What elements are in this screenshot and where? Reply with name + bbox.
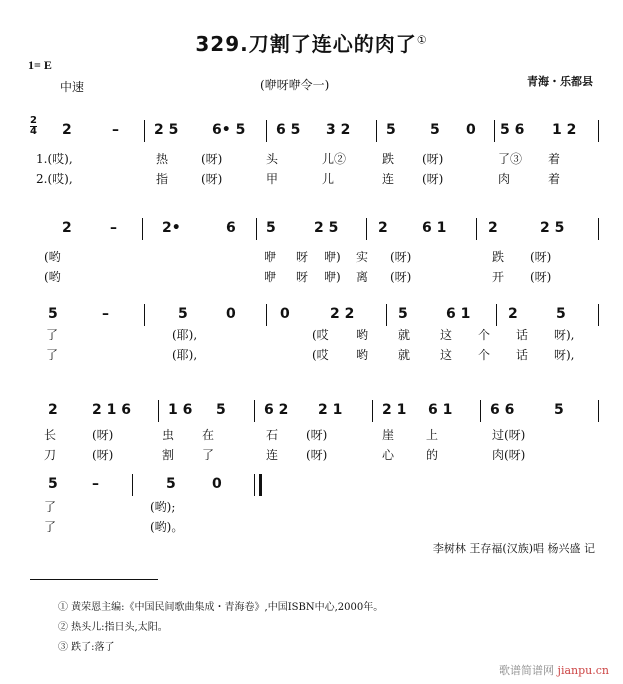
note: 2 5 xyxy=(314,220,339,236)
final-barline xyxy=(254,474,262,496)
barline xyxy=(144,304,145,326)
lyric: 热 xyxy=(156,152,169,166)
note: 5 xyxy=(166,476,176,492)
song-title xyxy=(0,28,623,57)
lyric: 这 xyxy=(440,328,453,342)
lyric: 呀 xyxy=(296,270,309,284)
note: 6 2 xyxy=(264,402,289,418)
note: 5 xyxy=(554,402,564,418)
notation-row xyxy=(26,400,604,424)
lyric: (哟)。 xyxy=(150,520,184,534)
lyric: 上 xyxy=(426,428,439,442)
barline xyxy=(496,304,497,326)
note: 1 2 xyxy=(552,122,577,138)
note: 2 xyxy=(48,402,58,418)
note: 2 5 xyxy=(540,220,565,236)
note: 0 xyxy=(212,476,222,492)
lyric: 甲 xyxy=(266,172,279,186)
watermark xyxy=(499,662,609,678)
note: 3 2 xyxy=(326,122,351,138)
note: 5 6 xyxy=(500,122,525,138)
note: 6 6 xyxy=(490,402,515,418)
note: 2 xyxy=(378,220,388,236)
barline xyxy=(266,120,267,142)
lyric: 长 xyxy=(44,428,57,442)
barline xyxy=(494,120,495,142)
barline xyxy=(142,218,143,240)
lyric: 呀), xyxy=(554,328,575,342)
lyric: (呀) xyxy=(306,428,328,442)
barline xyxy=(476,218,477,240)
lyric: (呀) xyxy=(201,172,223,186)
note: 2 xyxy=(488,220,498,236)
lyric: 哟 xyxy=(356,348,369,362)
note: 6• 5 xyxy=(212,122,246,138)
lyric: 呀), xyxy=(554,348,575,362)
note: 6 1 xyxy=(446,306,471,322)
note: – xyxy=(92,476,99,492)
lyric: (呀) xyxy=(201,152,223,166)
lyric: (耶), xyxy=(172,348,198,362)
song-subtitle: (咿呀咿令一) xyxy=(260,78,330,92)
lyric: 在 xyxy=(202,428,215,442)
barline xyxy=(372,400,373,422)
note: 0 xyxy=(226,306,236,322)
barline xyxy=(366,218,367,240)
lyric: 连 xyxy=(382,172,395,186)
footnote: ① 黄荣恩主编:《中国民间歌曲集成・青海卷》,中国ISBN中心,2000年。 xyxy=(58,602,384,613)
lyric: 咿 xyxy=(264,250,277,264)
lyric: 割 xyxy=(162,448,175,462)
performer-credits: 李树林 王存福(汉族)唱 杨兴盛 记 xyxy=(432,542,595,555)
lyric: 虫 xyxy=(162,428,175,442)
lyric: 哟 xyxy=(356,328,369,342)
lyric: 了 xyxy=(46,328,59,342)
note: 2 xyxy=(62,220,72,236)
lyric: (耶), xyxy=(172,328,198,342)
note: 0 xyxy=(280,306,290,322)
lyric: (哟 xyxy=(44,250,61,264)
lyric: 话 xyxy=(516,348,529,362)
barline xyxy=(256,218,257,240)
lyric: (呀) xyxy=(530,270,552,284)
note: 1 6 xyxy=(168,402,193,418)
notation-row xyxy=(26,474,604,498)
lyric: 头 xyxy=(266,152,279,166)
lyric: 肉 xyxy=(498,172,511,186)
lyric: 就 xyxy=(398,348,411,362)
lyric: 连 xyxy=(266,448,279,462)
lyric: 咿 xyxy=(264,270,277,284)
lyric: 过(呀) xyxy=(492,428,526,442)
lyric: 跌 xyxy=(382,152,395,166)
note: 5 xyxy=(216,402,226,418)
note: 2 xyxy=(62,122,72,138)
lyric: 心 xyxy=(382,448,395,462)
watermark-text: 歌谱简谱网 xyxy=(499,664,555,677)
barline xyxy=(266,304,267,326)
lyric: (呀) xyxy=(530,250,552,264)
song-title-text: 329.刀割了连心的肉了 xyxy=(195,32,417,56)
note: 6 1 xyxy=(422,220,447,236)
lyric: (呀) xyxy=(92,428,114,442)
lyric: (呀) xyxy=(422,152,444,166)
lyric: 着 xyxy=(548,172,561,186)
lyric: 离 xyxy=(356,270,369,284)
note: 6 xyxy=(226,220,236,236)
note: 0 xyxy=(466,122,476,138)
barline xyxy=(132,474,133,496)
watermark-logo: jianpu.cn xyxy=(557,664,609,677)
lyric: (哟 xyxy=(44,270,61,284)
note: – xyxy=(112,122,119,138)
barline xyxy=(598,218,599,240)
note: 6 5 xyxy=(276,122,301,138)
footnote-divider xyxy=(30,579,158,580)
lyric: 话 xyxy=(516,328,529,342)
barline xyxy=(480,400,481,422)
lyric: 1.(哎), xyxy=(36,152,73,166)
lyric: 了 xyxy=(202,448,215,462)
lyric: 个 xyxy=(478,348,491,362)
lyric: 咿) xyxy=(324,270,341,284)
note: 5 xyxy=(48,476,58,492)
lyric: (哟); xyxy=(150,500,176,514)
notation-row xyxy=(26,115,604,144)
time-sig-top: 2 xyxy=(30,115,37,126)
note: 5 xyxy=(266,220,276,236)
barline xyxy=(598,304,599,326)
lyric: 实 xyxy=(356,250,369,264)
lyric: 跌 xyxy=(492,250,505,264)
note: 5 xyxy=(430,122,440,138)
lyric: (呀) xyxy=(390,250,412,264)
lyric: 崖 xyxy=(382,428,395,442)
note: 2 1 xyxy=(382,402,407,418)
lyric: (哎 xyxy=(312,328,329,342)
lyric: (呀) xyxy=(422,172,444,186)
lyric: 石 xyxy=(266,428,279,442)
barline xyxy=(376,120,377,142)
lyric: 了③ xyxy=(498,152,523,166)
barline xyxy=(386,304,387,326)
footnote: ② 热头儿:指日头,太阳。 xyxy=(58,622,168,633)
barline xyxy=(158,400,159,422)
note: 5 xyxy=(556,306,566,322)
lyric: 了 xyxy=(46,348,59,362)
lyric: 咿) xyxy=(324,250,341,264)
lyric: 呀 xyxy=(296,250,309,264)
note: 5 xyxy=(178,306,188,322)
title-footnote-mark: ① xyxy=(416,33,428,47)
note: 2 1 6 xyxy=(92,402,131,418)
lyric: 了 xyxy=(44,520,57,534)
lyric: 儿 xyxy=(322,172,335,186)
lyric: 儿② xyxy=(322,152,347,166)
footnote: ③ 跌了:落了 xyxy=(58,642,115,653)
lyric: 这 xyxy=(440,348,453,362)
note: 2 xyxy=(508,306,518,322)
tempo-marking: 中速 xyxy=(60,80,85,94)
lyric: (哎 xyxy=(312,348,329,362)
lyric: (呀) xyxy=(306,448,328,462)
note: 2 5 xyxy=(154,122,179,138)
notation-row xyxy=(26,218,604,242)
barline xyxy=(254,400,255,422)
lyric: (呀) xyxy=(92,448,114,462)
lyric: (呀) xyxy=(390,270,412,284)
lyric: 的 xyxy=(426,448,439,462)
note: 6 1 xyxy=(428,402,453,418)
barline xyxy=(598,400,599,422)
note: 5 xyxy=(48,306,58,322)
note: 2 1 xyxy=(318,402,343,418)
lyric: 就 xyxy=(398,328,411,342)
lyric: 刀 xyxy=(44,448,57,462)
note: 5 xyxy=(398,306,408,322)
note: 2 2 xyxy=(330,306,355,322)
lyric: 指 xyxy=(156,172,169,186)
lyric: 个 xyxy=(478,328,491,342)
note: – xyxy=(110,220,117,236)
lyric: 2.(哎), xyxy=(36,172,73,186)
time-sig-bottom: 4 xyxy=(30,126,37,137)
lyric: 开 xyxy=(492,270,505,284)
lyric: 肉(呀) xyxy=(492,448,526,462)
barline xyxy=(144,120,145,142)
time-signature xyxy=(30,116,37,137)
barline xyxy=(598,120,599,142)
notation-row xyxy=(26,304,604,328)
note: – xyxy=(102,306,109,322)
lyric: 着 xyxy=(548,152,561,166)
key-signature: 1= E xyxy=(28,58,52,72)
note: 2• xyxy=(162,220,181,236)
lyric: 了 xyxy=(44,500,57,514)
note: 5 xyxy=(386,122,396,138)
song-origin: 青海・乐都县 xyxy=(527,75,593,88)
